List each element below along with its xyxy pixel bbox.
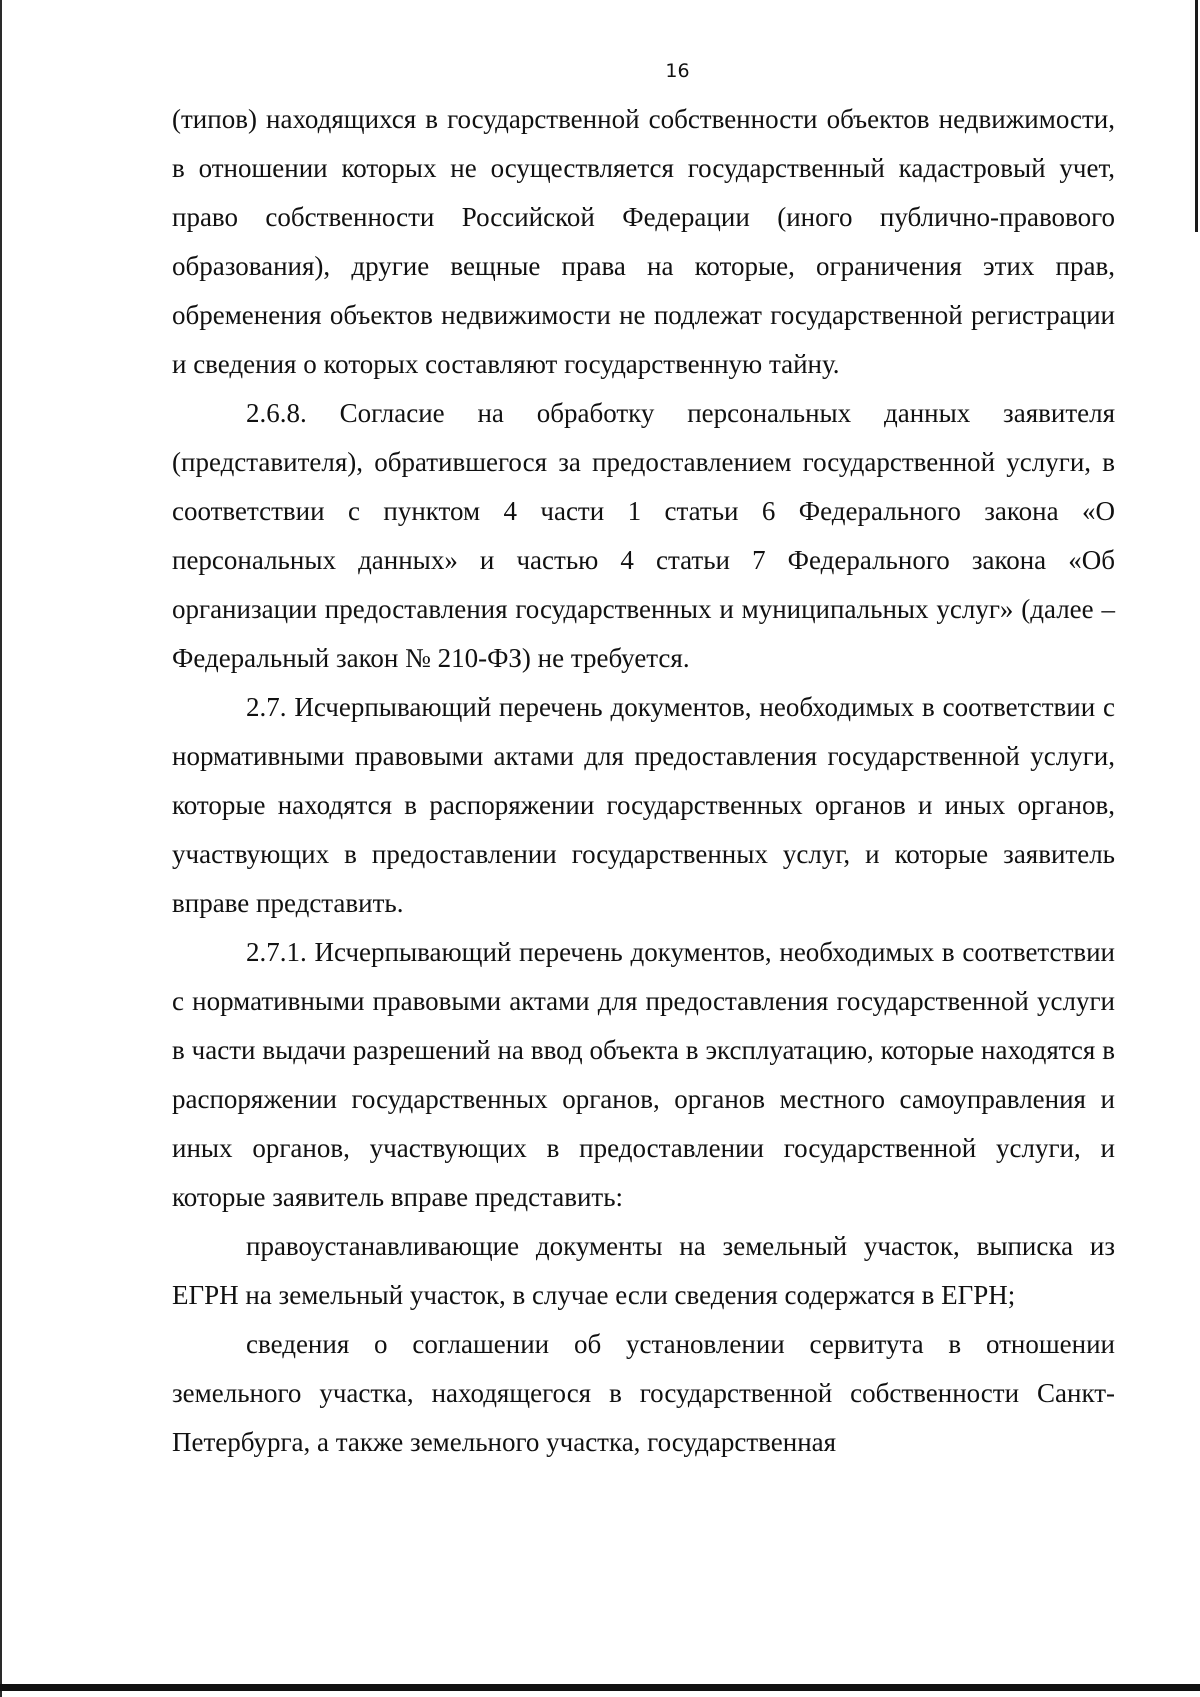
scan-edge-left	[0, 0, 2, 1697]
list-item-servitude: сведения о соглашении об установлении сервитута в отношении земельного участка, находящегося в государственной собственности Санкт-Петербурга, а также земельного участка, государственная	[172, 1329, 1115, 1457]
paragraph-2-7-1: 2.7.1. Исчерпывающий перечень документов, необходимых в соответствии с нормативными правовыми актами для предоставления государственной услуги в части выдачи разрешений на ввод объекта в эксплуатацию, которые находятся в распоряжении государственных органов, органов местного самоуправления и иных органов, участвующих в предоставлении государственной услуги, и которые заявитель вправе представить:	[172, 937, 1115, 1212]
paragraph-2-7: 2.7. Исчерпывающий перечень документов, необходимых в соответствии с нормативными правовыми актами для предоставления государственной услуги, которые находятся в распоряжении государственных органов и иных органов, участвующих в предоставлении государственных услуг, и которые заявитель вправе представить.	[172, 692, 1115, 918]
paragraph-continuation: (типов) находящихся в государственной собственности объектов недвижимости, в отношении которых не осуществляется государственный кадастровый учет, право собственности Российской Федерации (иного публично-правового образования), другие вещные права на которые, ограничения этих прав, обременения объектов недвижимости не подлежат государственной регистрации и сведения о которых составляют государственную тайну.	[172, 104, 1115, 379]
page-number: 16	[665, 60, 690, 82]
paragraph-2-6-8: 2.6.8. Согласие на обработку персональных данных заявителя (представителя), обратившегося за предоставлением государственной услуги, в соответствии с пунктом 4 части 1 статьи 6 Федерального закона «О персональных данных» и частью 4 статьи 7 Федерального закона «Об организации предоставления государственных и муниципальных услуг» (далее – Федеральный закон № 210-ФЗ) не требуется.	[172, 398, 1115, 673]
body-text	[172, 95, 1115, 1467]
scan-edge-bottom	[0, 1684, 1200, 1691]
list-item-land-documents: правоустанавливающие документы на земельный участок, выписка из ЕГРН на земельный участок, в случае если сведения содержатся в ЕГРН;	[172, 1231, 1115, 1310]
scan-edge-right	[1195, 0, 1198, 232]
